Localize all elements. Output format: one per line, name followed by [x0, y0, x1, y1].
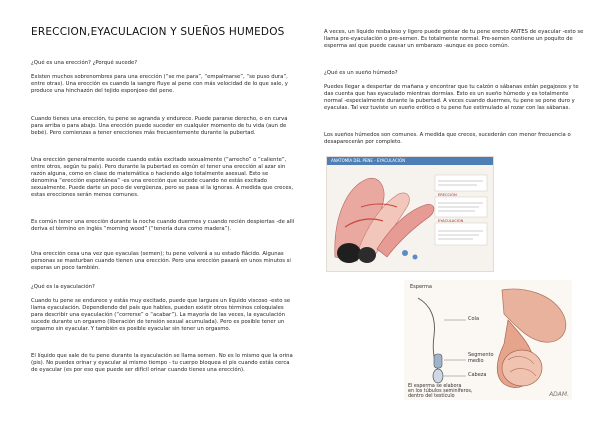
label-cola: Cola: [468, 316, 480, 322]
question-erection: ¿Qué es una erección? ¿Porqué sucede?: [31, 60, 138, 66]
paragraph-wet-dream: Puedes llegar a despertar de mañana y encontrar que tu calzón o sábanas están pegajosos y te das cuenta que has eyaculado mientras dormías. Esto es un sueño húmedo y es totalmente normal -especialmente durante la pubertad. A veces cuando duermes, tu pene se pone duro y eyaculas. Tal vez tuviste un sueño erótico o tu pene fue estimulado al rozar con las sábanas.: [324, 84, 579, 111]
label-medio: medio: [468, 358, 484, 364]
paragraph-wet-dream-common: Los sueños húmedos son comunes. A medida que creces, sucederán con menor frecuencia o desaparecerán por completo.: [324, 132, 571, 145]
paragraph-erection-intro: Existen muchos sobrenombres para una erección (“se me para”, “empalmarse”, “se puso dura”, entre otras). Una erección es cuando la sangre fluye al pene con más velocidad de lo que sale, y produce una hinchazón del tejido esponjoso del pene.: [31, 74, 288, 94]
paragraph-erection-size: Cuando tienes una erección, tu pene se agranda y endurece. Puede pararse derecho, o en curva para arriba o para abajo. Una erección puede suceder en cualquier momento de tu vida (aun de bebé). Pero comienzas a tener erecciones más frecuentemente durante la pubertad.: [31, 116, 288, 136]
paragraph-pre-ejaculation: A veces, un líquido resbaloso y ligero puede gotear de tu pene erecto ANTES de eyacular -esto se llama pre-eyaculación o pre-semen. Es totalmente normal. Pre-semen contiene un poquito de esperma así que puede causar un embarazo -aunque es poco común.: [324, 29, 584, 49]
page-title: ERECCION,EYACULACION Y SUEÑOS HUMEDOS: [31, 26, 285, 38]
sperm-diagram: [404, 280, 572, 400]
sperm-drawing: [404, 280, 572, 400]
label-esperma: Esperma: [410, 284, 432, 290]
caption-line-1: El esperma se elabora: [408, 384, 462, 389]
caption-line-3: dentro del testículo: [408, 394, 455, 399]
anatomy-illustration: [326, 156, 494, 272]
illustration-label-erection: ERECCIÓN: [438, 193, 457, 197]
label-segmento: Segmento: [468, 352, 494, 358]
paragraph-erection-end: Una erección cesa una vez que eyaculas (semen); tu pene volverá a su estado flácido. Algunas personas se masturban cuando tienen una erección. Pero una erección pasará en unos minutos si esperas un poco también.: [31, 251, 291, 271]
question-wet-dream: ¿Qué es un sueño húmedo?: [324, 70, 398, 76]
label-cabeza: Cabeza: [468, 372, 487, 378]
caption-line-2: en los túbulos seminíferos,: [408, 389, 473, 394]
paragraph-erection-spontaneous: Una erección generalmente sucede cuando estás excitado sexualmente (“arrecho” o “caliente”, entre otros, según tu país). Pero durante la pubertad es común el tener una erección al azar sin razón alguna, como en clase de matemática o haciendo algo totalmente asexual. Esto se denomina “erección espontánea” -es una erección que sucede cuando no estás excitado sexualmente. Puede darte un poco de vergüenza, pero se pasa si la ignoras. A medida que creces, estas erecciones serán menos comunes.: [31, 157, 294, 198]
anatomy-drawing: [327, 157, 493, 271]
illustration-label-ejaculation: EYACULACIÓN: [438, 219, 464, 223]
paragraph-ejaculation: Cuando tu pene se endurece y estás muy excitado, puede que largues un líquido viscoso -esto se llama eyaculación. Dependiendo del país que hables, pueden existir otros términos coloquiales para describir una eyaculación (“correrse” o “acabar”). La mayoría de las veces, la eyaculación sucede durante un orgasmo (liberación de tensión sexual acumulada). Pero es posible tener un orgasmo sin eyacular. Y también es posible eyacular sin tener un orgasmo.: [31, 298, 291, 332]
question-ejaculation: ¿Qué es la eyaculación?: [31, 284, 95, 290]
paragraph-morning-wood: Es común tener una erección durante la noche cuando duermes y cuando recién despiertas -de allí deriva el término en inglés “morning wood” (“tenería dura como madera”).: [31, 219, 295, 232]
adam-logo: ADAM.: [549, 391, 569, 398]
paragraph-semen: El líquido que sale de tu pene durante la eyaculación se llama semen. No es lo mismo que la orina (pis). No puedes orinar y eyacular al mismo tiempo - tu cuerpo bloquea el pis cuando estás cerca de eyacular (es por eso que puede ser difícil orinar cuando tienes una erección).: [31, 353, 293, 373]
illustration-header: ANATOMÍA DEL PENE - EYACULACIÓN: [331, 158, 406, 163]
